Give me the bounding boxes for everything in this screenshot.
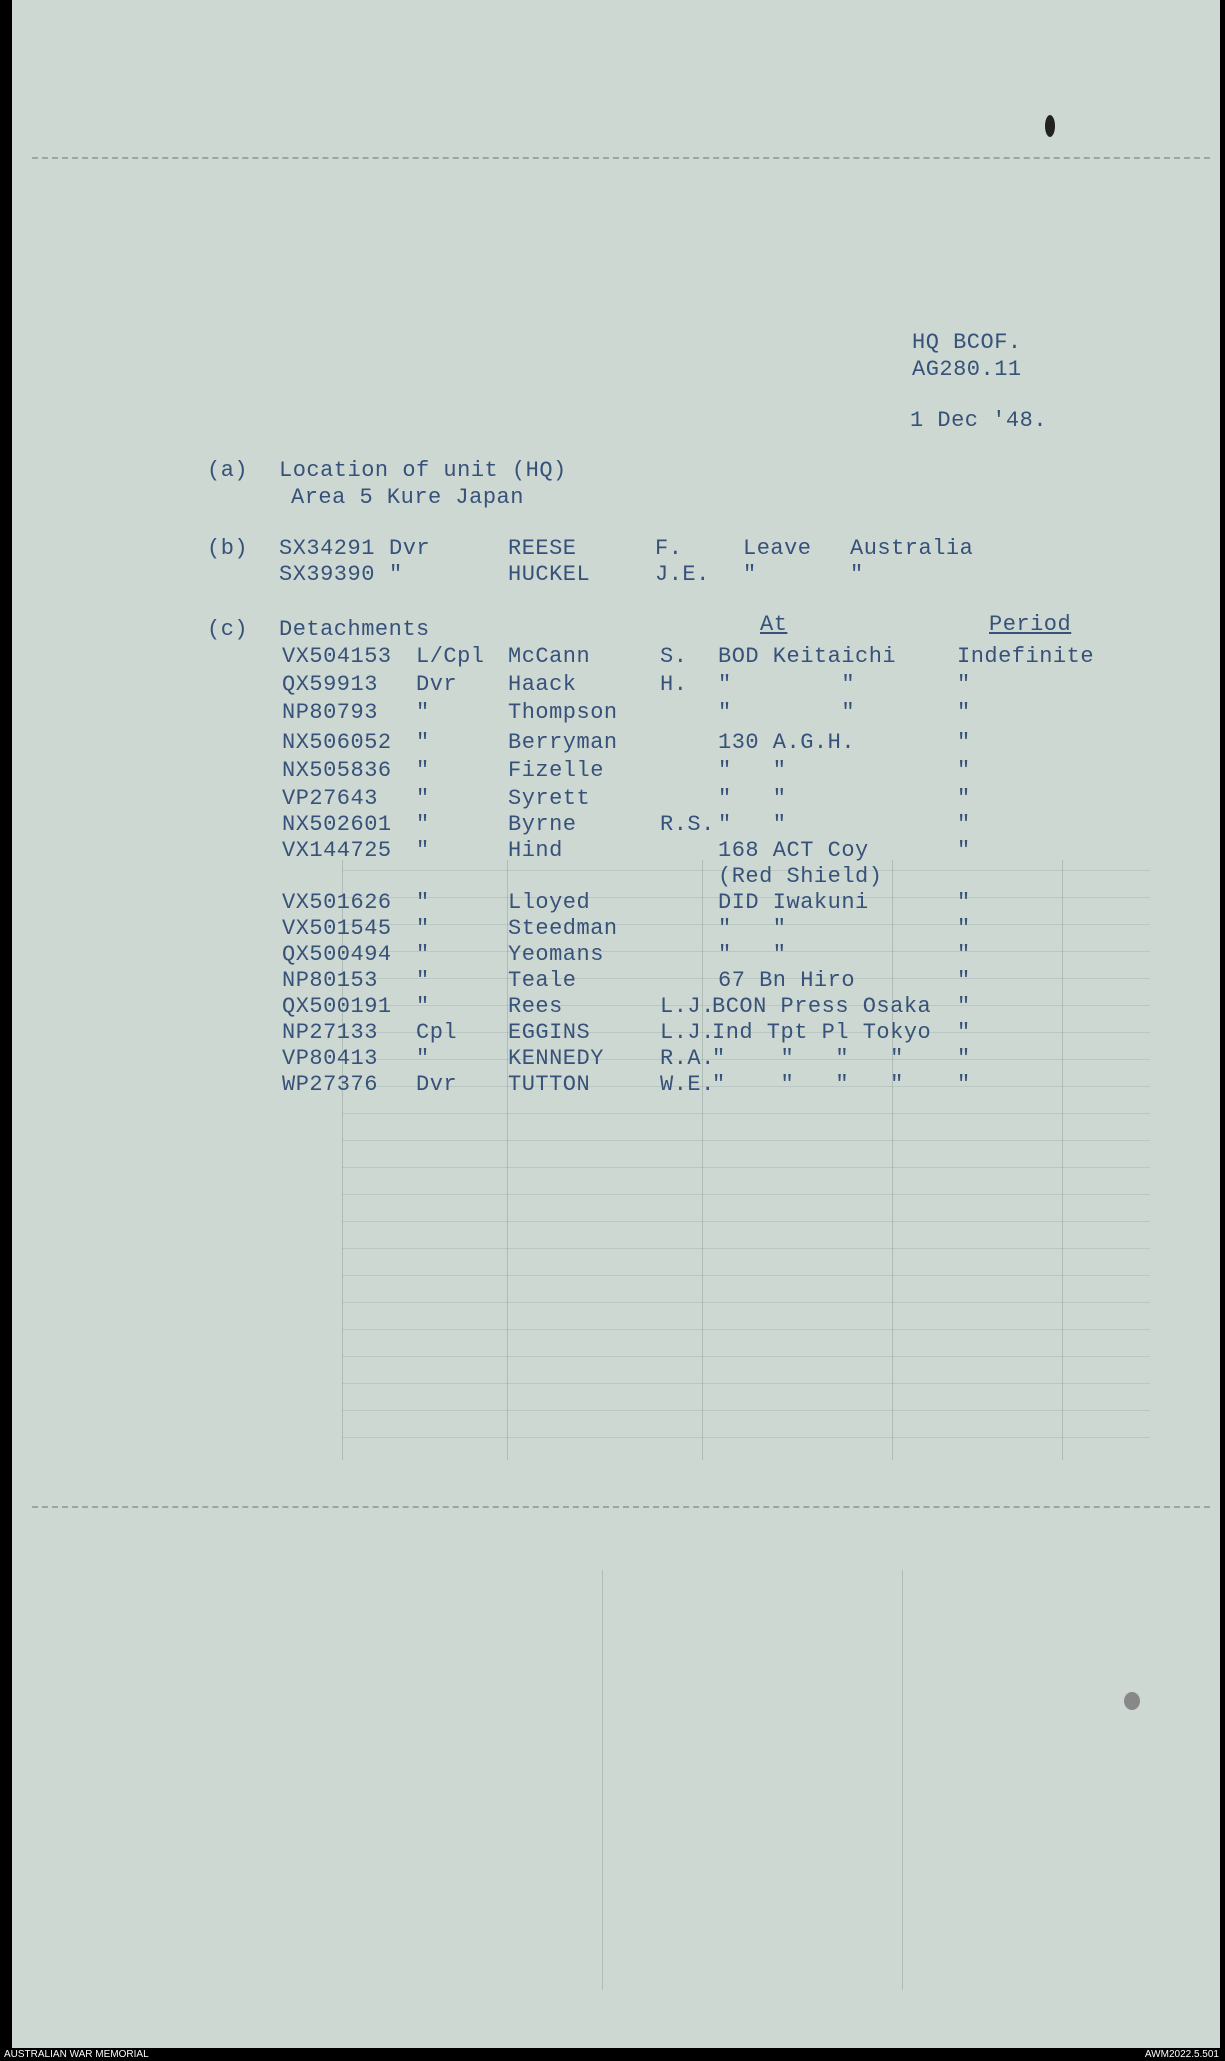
rank: L/Cpl <box>416 644 485 669</box>
form-line <box>702 860 703 1460</box>
rank: " <box>416 994 430 1019</box>
detachment-period: " <box>957 994 971 1019</box>
service-number: VX504153 <box>282 644 392 669</box>
rank: " <box>416 890 430 915</box>
form-rule <box>342 1356 1150 1357</box>
form-line <box>902 1570 903 1990</box>
footer-credit: AUSTRALIAN WAR MEMORIAL <box>4 2049 149 2060</box>
detachment-location: " " <box>718 700 856 725</box>
rank: " <box>416 838 430 863</box>
rank: Dvr <box>416 1072 458 1097</box>
rank: " <box>416 968 430 993</box>
initials: J.E. <box>655 562 710 587</box>
form-rule <box>342 1383 1150 1384</box>
detachment-location: " " <box>718 916 787 941</box>
surname: Thompson <box>508 700 618 725</box>
form-rule <box>342 1302 1150 1303</box>
rank: Dvr <box>416 672 458 697</box>
service-number: VP27643 <box>282 786 378 811</box>
detachment-location: " " <box>718 942 787 967</box>
detachment-period: " <box>957 916 971 941</box>
detachment-location: 168 ACT Coy <box>718 838 869 863</box>
surname: Steedman <box>508 916 618 941</box>
detachment-period: " <box>957 890 971 915</box>
rank: " <box>416 758 430 783</box>
detachment-location: " " " " <box>712 1072 904 1097</box>
rank: Cpl <box>416 1020 458 1045</box>
surname: Haack <box>508 672 577 697</box>
detachment-period: " <box>957 700 971 725</box>
punch-mark <box>1045 115 1055 137</box>
document-sheet <box>12 0 1220 2048</box>
service-number: VX501626 <box>282 890 392 915</box>
form-rule <box>342 1113 1150 1114</box>
detachment-period: " <box>957 1020 971 1045</box>
section-b-label: (b) <box>207 536 249 561</box>
location-value: Area 5 Kure Japan <box>291 485 524 510</box>
initials: R.A. <box>660 1046 715 1071</box>
form-line <box>602 1570 603 1990</box>
detachment-period: " <box>957 758 971 783</box>
leave-destination: Australia <box>850 536 974 561</box>
detachment-location: BCON Press Osaka <box>712 994 932 1019</box>
surname: Lloyed <box>508 890 591 915</box>
detachment-location: Ind Tpt Pl Tokyo <box>712 1020 932 1045</box>
form-line <box>892 860 893 1460</box>
service-number: NX506052 <box>282 730 392 755</box>
service-number: NX502601 <box>282 812 392 837</box>
section-a-label: (a) <box>207 458 249 483</box>
location-title: Location of unit (HQ) <box>279 458 567 483</box>
detachment-period: " <box>957 968 971 993</box>
surname: Hind <box>508 838 563 863</box>
surname: McCann <box>508 644 591 669</box>
punch-hole <box>1124 1692 1140 1710</box>
surname: TUTTON <box>508 1072 591 1097</box>
detachment-period: " <box>957 786 971 811</box>
service-number: QX59913 <box>282 672 378 697</box>
rank: " <box>416 812 430 837</box>
form-rule <box>342 1248 1150 1249</box>
detachment-location: " " <box>718 786 787 811</box>
surname: EGGINS <box>508 1020 591 1045</box>
rank: Dvr <box>389 536 431 561</box>
service-number: NP80793 <box>282 700 378 725</box>
initials: L.J. <box>660 1020 715 1045</box>
detachment-period: Indefinite <box>957 644 1095 669</box>
rank: " <box>416 700 430 725</box>
rank: " <box>416 730 430 755</box>
surname: REESE <box>508 536 577 561</box>
section-c-label: (c) <box>207 617 249 642</box>
leave-destination: " <box>850 562 864 587</box>
initials: L.J. <box>660 994 715 1019</box>
initials: S. <box>660 644 688 669</box>
form-line <box>1062 860 1063 1460</box>
service-number: NP80153 <box>282 968 378 993</box>
rank: " <box>416 916 430 941</box>
detachment-location: 130 A.G.H. <box>718 730 856 755</box>
form-rule <box>342 1275 1150 1276</box>
form-rule <box>342 1410 1150 1411</box>
form-rule <box>342 1167 1150 1168</box>
detachment-location: " " <box>718 758 787 783</box>
initials: W.E. <box>660 1072 715 1097</box>
rank: " <box>416 786 430 811</box>
detachment-period: " <box>957 672 971 697</box>
service-number: NX505836 <box>282 758 392 783</box>
service-number: VP80413 <box>282 1046 378 1071</box>
detachment-location: DID Iwakuni <box>718 890 869 915</box>
detachment-location: (Red Shield) <box>718 864 883 889</box>
form-rule <box>342 1140 1150 1141</box>
leave-status: " <box>743 562 757 587</box>
leave-status: Leave <box>743 536 812 561</box>
service-number: VX501545 <box>282 916 392 941</box>
period-column-header: Period <box>989 612 1072 637</box>
detachment-period: " <box>957 812 971 837</box>
surname: Syrett <box>508 786 591 811</box>
surname: HUCKEL <box>508 562 591 587</box>
initials: H. <box>660 672 688 697</box>
detachment-location: " " " " <box>712 1046 904 1071</box>
perforation-top <box>32 157 1210 159</box>
detachment-period: " <box>957 838 971 863</box>
rank: " <box>416 942 430 967</box>
form-rule <box>342 1437 1150 1438</box>
detachment-location: 67 Bn Hiro <box>718 968 856 993</box>
service-number: VX144725 <box>282 838 392 863</box>
detachment-period: " <box>957 942 971 967</box>
surname: Berryman <box>508 730 618 755</box>
detachment-location: BOD Keitaichi <box>718 644 897 669</box>
surname: Rees <box>508 994 563 1019</box>
footer-bar <box>0 2048 1225 2061</box>
service-number: QX500494 <box>282 942 392 967</box>
detachment-period: " <box>957 730 971 755</box>
service-number: SX34291 <box>279 536 375 561</box>
form-rule <box>342 1329 1150 1330</box>
file-reference: AG280.11 <box>912 357 1022 382</box>
detachment-period: " <box>957 1072 971 1097</box>
perforation-bottom <box>32 1506 1210 1508</box>
detachment-location: " " <box>718 812 787 837</box>
document-date: 1 Dec '48. <box>910 408 1048 433</box>
surname: Fizelle <box>508 758 604 783</box>
footer-accession: AWM2022.5.501 <box>1144 2049 1219 2060</box>
rank: " <box>416 1046 430 1071</box>
service-number: QX500191 <box>282 994 392 1019</box>
surname: Byrne <box>508 812 577 837</box>
initials: F. <box>655 536 683 561</box>
rank: " <box>389 562 403 587</box>
form-rule <box>342 1221 1150 1222</box>
form-rule <box>342 1194 1150 1195</box>
surname: Teale <box>508 968 577 993</box>
initials: R.S. <box>660 812 715 837</box>
hq-reference: HQ BCOF. <box>912 330 1022 355</box>
service-number: NP27133 <box>282 1020 378 1045</box>
detachments-title: Detachments <box>279 617 430 642</box>
service-number: WP27376 <box>282 1072 378 1097</box>
at-column-header: At <box>760 612 788 637</box>
surname: KENNEDY <box>508 1046 604 1071</box>
surname: Yeomans <box>508 942 604 967</box>
detachment-period: " <box>957 1046 971 1071</box>
detachment-location: " " <box>718 672 856 697</box>
service-number: SX39390 <box>279 562 375 587</box>
